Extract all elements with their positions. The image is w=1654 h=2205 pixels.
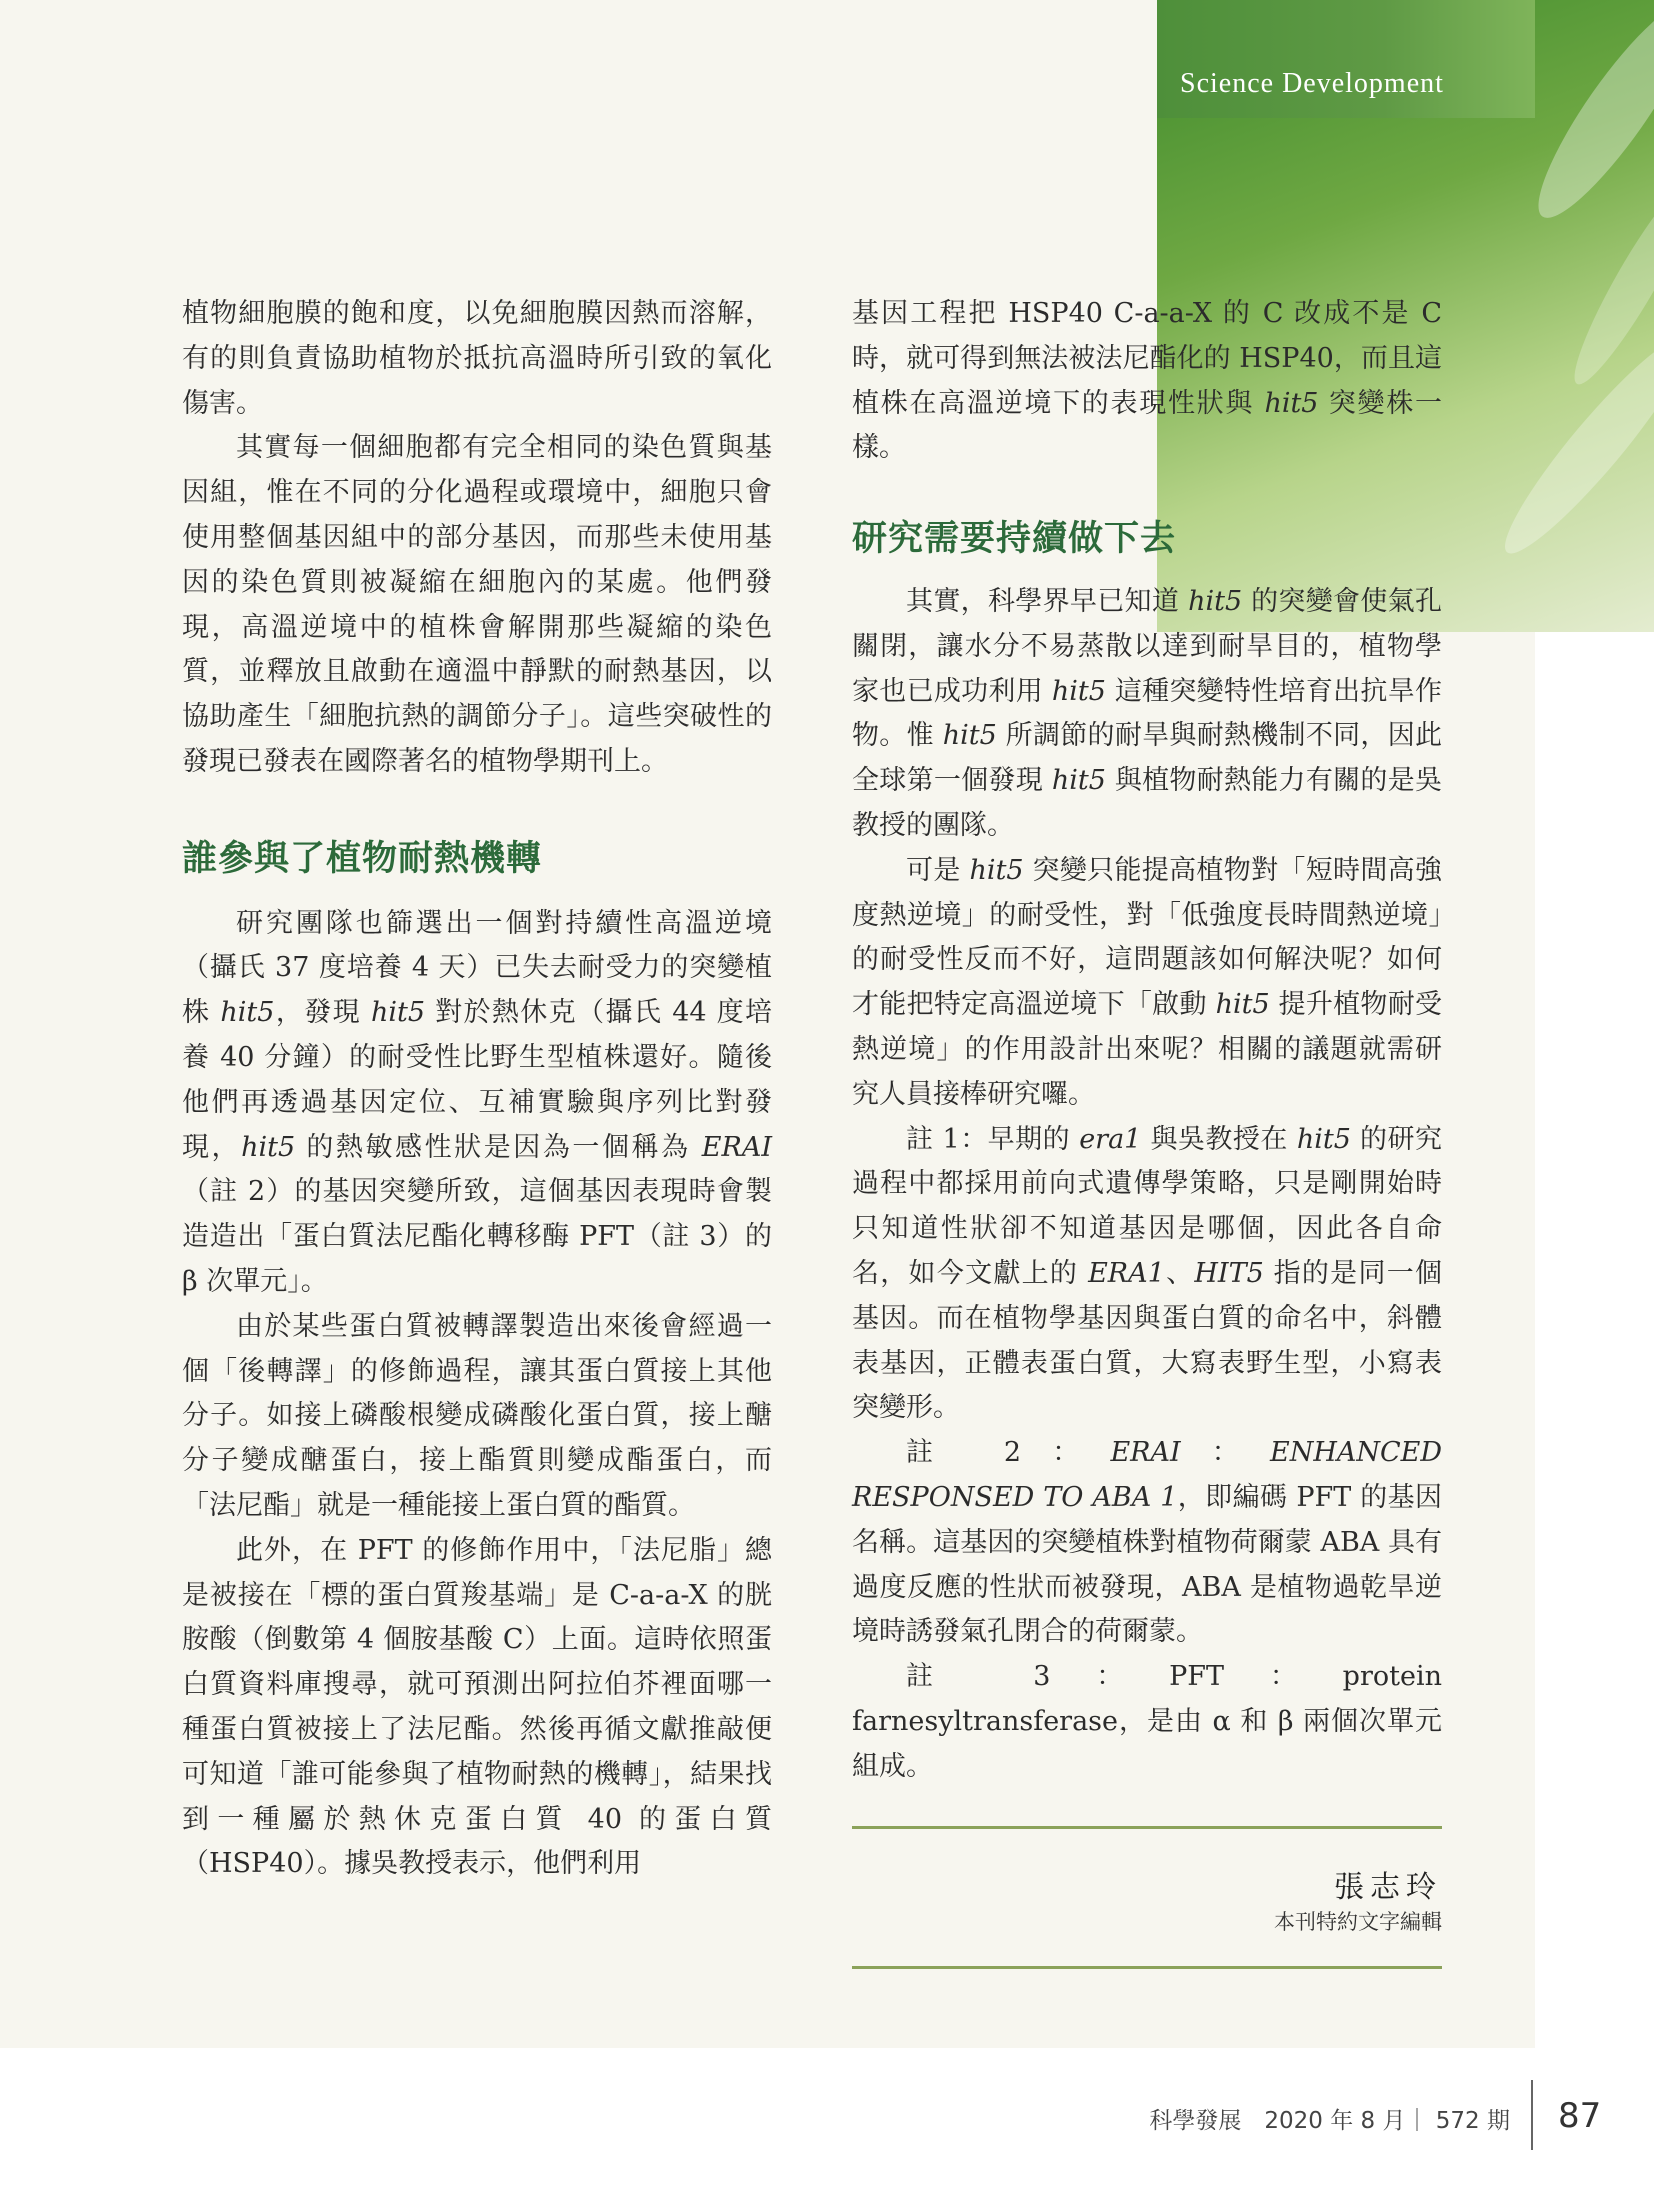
paragraph: 其實，科學界早已知道 hit5 的突變會使氣孔關閉，讓水分不易蒸散以達到耐旱目的，植物學家也已成功利用 hit5 這種突變特性培育出抗旱作物。惟 hit5 所調節的耐旱與耐熱機制不同，因此全球第一個發現 hit5 與植物耐熱能力有關的是吳教授的團隊。 (852, 585, 1442, 841)
leaf-streak (1488, 322, 1654, 569)
right-column (852, 292, 1442, 1790)
gene-term: ERAI (701, 1131, 772, 1163)
gene-term: hit5 (1215, 989, 1270, 1021)
gene-term: hit5 (1051, 765, 1106, 797)
leaf-streak (1518, 0, 1654, 234)
gene-term: hit5 (1264, 387, 1319, 419)
paragraph: 此外，在 PFT 的修飾作用中，「法尼脂」總是被接在「標的蛋白質羧基端」是 C-a-a-X 的胱胺酸（倒數第 4 個胺基酸 C）上面。這時依照蛋白質資料庫搜尋，就可預測出阿拉伯芥裡面哪一種蛋白質被接上了法尼酯。然後再循文獻推敲便可知道「誰可能參與了植物耐熱的機轉」，結果找到一種屬於熱休克蛋白質 40 的蛋白質（HSP40）。據吳教授表示，他們利用 (182, 1534, 772, 1880)
footnote: 註 1：早期的 era1 與吳教授在 hit5 的研究過程中都採用前向式遺傳學策略，只是剛開始時只知道性狀卻不知道基因是哪個，因此各自命名，如今文獻上的 ERA1、HIT5 指的是同一個基因。而在植物學基因與蛋白質的命名中，斜體表基因，正體表蛋白質，大寫表野生型，小寫表突變形。 (852, 1123, 1443, 1424)
footer-separator (1531, 2080, 1533, 2150)
gene-term: hit5 (942, 720, 997, 752)
gene-term: hit5 (371, 997, 426, 1029)
section-title: Science Development (1180, 68, 1444, 99)
left-column (182, 292, 772, 1887)
gene-term: hit5 (969, 854, 1024, 886)
author-name: 張志玲 (1334, 1870, 1442, 1905)
page-number: 87 (1558, 2096, 1602, 2136)
paragraph: 可是 hit5 突變只能提高植物對「短時間高強度熱逆境」的耐受性，對「低強度長時間熱逆境」的耐受性反而不好，這問題該如何解決呢？如何才能把特定高溫逆境下「啟動 hit5 提升植物耐受熱逆境」的作用設計出來呢？相關的議題就需研究人員接棒研究囉。 (852, 854, 1442, 1110)
paragraph: 研究團隊也篩選出一個對持續性高溫逆境（攝氏 37 度培養 4 天）已失去耐受力的突變植株 hit5，發現 hit5 對於熱休克（攝氏 44 度培養 40 分鐘）的耐受性比野生型植株還好。隨後他們再透過基因定位、互補實驗與序列比對發現，hit5 的熱敏感性狀是因為一個稱為 ERAI（註 2）的基因突變所致，這個基因表現時會製造造出「蛋白質法尼酯化轉移酶 PFT（註 3）的 β 次單元」。 (182, 907, 772, 1297)
divider (852, 1826, 1442, 1829)
gene-term: HIT5 (1194, 1257, 1264, 1289)
footnote: 註 2：ERAI：ENHANCED RESPONSED TO ABA 1，即編碼 PFT 的基因名稱。這基因的突變植株對植物荷爾蒙 ABA 具有過度反應的性狀而被發現，ABA 是植物過乾旱逆境時誘發氣孔閉合的荷爾蒙。 (852, 1437, 1443, 1648)
gene-term: era1 (1079, 1123, 1142, 1155)
header-band (1157, 0, 1535, 118)
gene-term: hit5 (1296, 1123, 1351, 1155)
gene-term: ERAI (1110, 1437, 1181, 1469)
paragraph: 由於某些蛋白質被轉譯製造出來後會經過一個「後轉譯」的修飾過程，讓其蛋白質接上其他分子。如接上磷酸根變成磷酸化蛋白質，接上醣分子變成醣蛋白，接上酯質則變成酯蛋白，而「法尼酯」就是一種能接上蛋白質的酯質。 (182, 1310, 772, 1521)
gene-term: hit5 (1188, 585, 1243, 617)
gene-term: ERA1 (1088, 1257, 1165, 1289)
gene-term: hit5 (1051, 675, 1106, 707)
divider (852, 1966, 1442, 1969)
gene-term: ENHANCED RESPONSED TO ABA 1 (852, 1437, 1443, 1513)
gene-term: hit5 (241, 1131, 296, 1163)
paragraph: 基因工程把 HSP40 C-a-a-X 的 C 改成不是 C 時，就可得到無法被法尼酯化的 HSP40，而且這植株在高溫逆境下的表現性狀與 hit5 突變株一樣。 (852, 298, 1442, 464)
section-heading: 研究需要持續做下去 (852, 519, 1177, 560)
author-role: 本刊特約文字編輯 (1274, 1910, 1442, 1934)
section-heading: 誰參與了植物耐熱機轉 (182, 838, 543, 879)
paragraph: 植物細胞膜的飽和度，以免細胞膜因熱而溶解，有的則負責協助植物於抵抗高溫時所引致的氧化傷害。 (182, 298, 772, 419)
footnote: 註 3：PFT：protein farnesyltransferase，是由 α 和 β 兩個次單元組成。 (852, 1661, 1442, 1782)
footer-issue-info: 科學發展 2020 年 8 月｜ 572 期 (1149, 2108, 1510, 2134)
gene-term: hit5 (220, 997, 275, 1029)
paragraph: 其實每一個細胞都有完全相同的染色質與基因組，惟在不同的分化過程或環境中，細胞只會使用整個基因組中的部分基因，而那些未使用基因的染色質則被凝縮在細胞內的某處。他們發現，高溫逆境中的植株會解開那些凝縮的染色質，並釋放且啟動在適溫中靜默的耐熱基因，以協助產生「細胞抗熱的調節分子」。這些突破性的發現已發表在國際著名的植物學期刊上。 (182, 432, 772, 777)
